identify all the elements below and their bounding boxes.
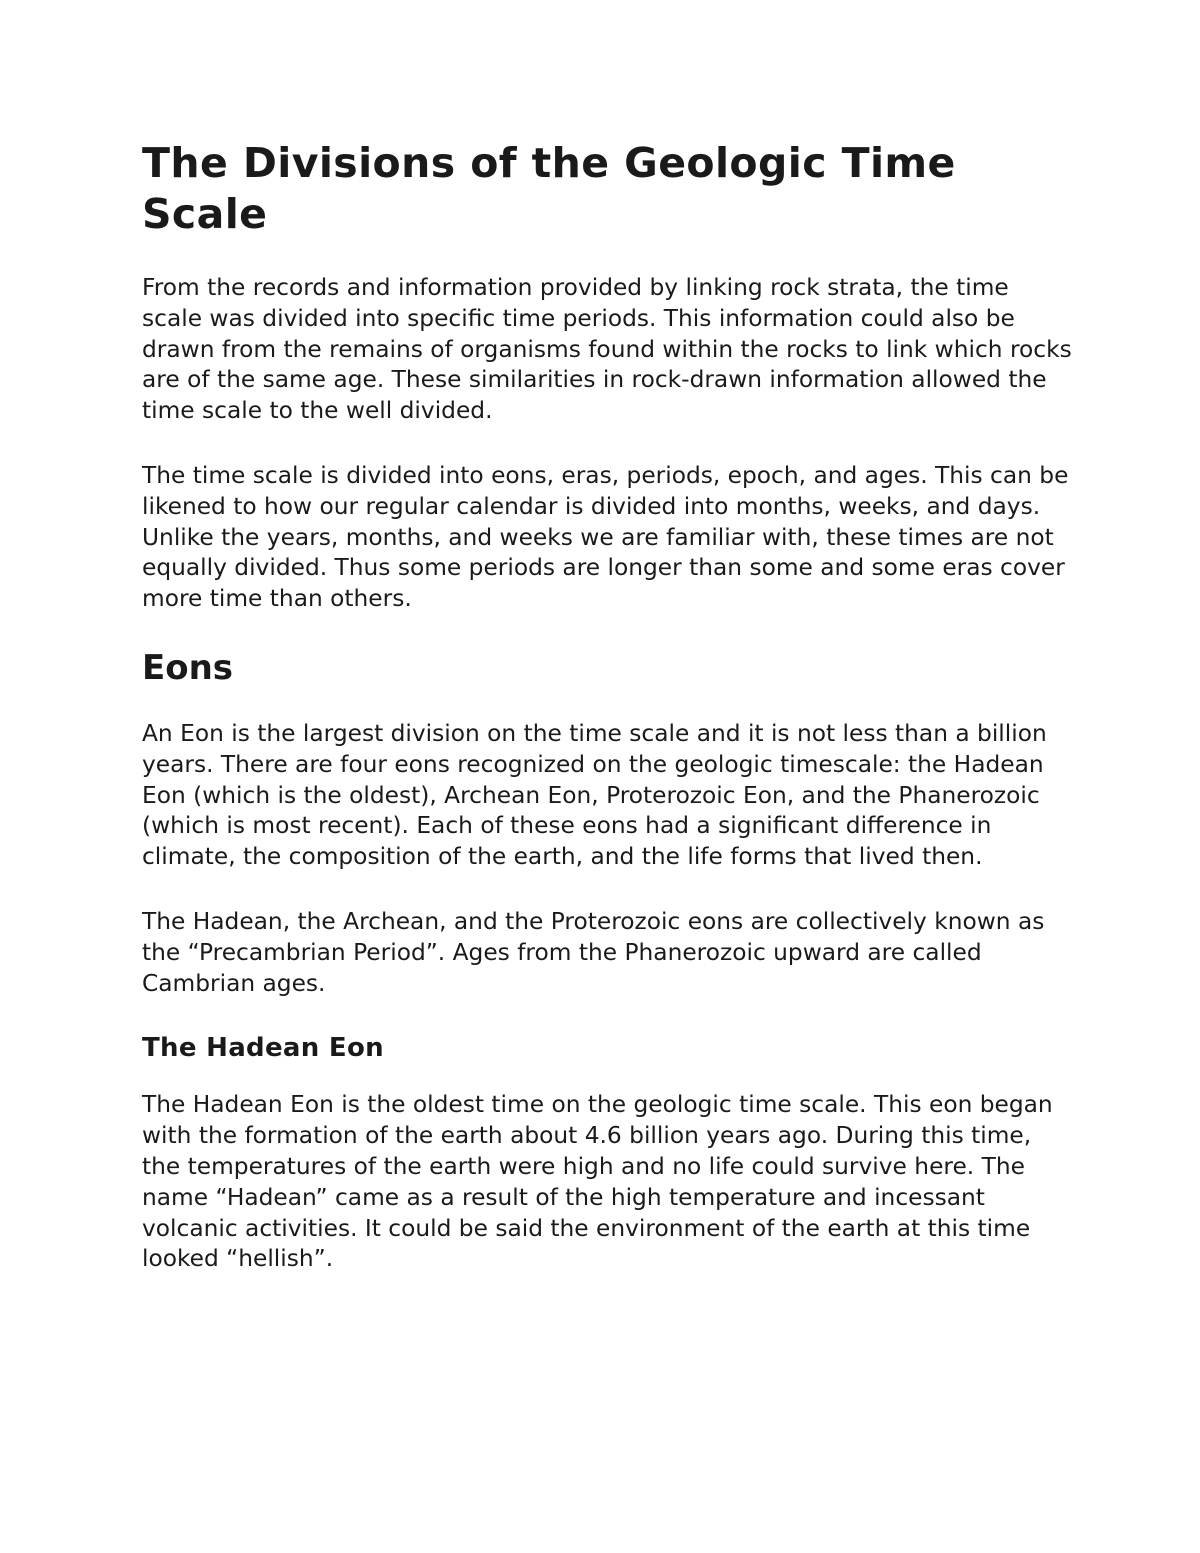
eons-paragraph-1: An Eon is the largest division on the time scale and it is not less than a billion years. There are four eons recognized on the geologic timescale: the Hadean Eon (which is the oldest), Archean Eon, Proterozoic Eon, and the Phanerozoic (which is most recent). Each of these eons had a significant difference in climate, the composition of the earth, and the life forms that lived then. [142, 719, 1047, 871]
document-title: The Divisions of the Geologic Time Scale [142, 139, 956, 238]
document-page [142, 138, 1072, 1309]
eons-paragraph-2: The Hadean, the Archean, and the Proterozoic eons are collectively known as the “Precambrian Period”. Ages from the Phanerozoic upward are called Cambrian ages. [142, 907, 1045, 997]
hadean-paragraph-1: The Hadean Eon is the oldest time on the geologic time scale. This eon began with the formation of the earth about 4.6 billion years ago. During this time, the temperatures of the earth were high and no life could survive here. The name “Hadean” came as a result of the high temperature and incessant volcanic activities. It could be said the environment of the earth at this time looked “hellish”. [142, 1091, 1053, 1273]
eons-heading: Eons [142, 647, 234, 688]
intro-paragraph-1: From the records and information provided by linking rock strata, the time scale was divided into specific time periods. This information could also be drawn from the remains of organisms found within the rocks to link which rocks are of the same age. These similarities in rock-drawn information allowed the time scale to the well divided. [142, 274, 1072, 425]
hadean-heading: The Hadean Eon [142, 1033, 384, 1064]
intro-paragraph-2: The time scale is divided into eons, eras, periods, epoch, and ages. This can be likened to how our regular calendar is divided into months, weeks, and days. Unlike the years, months, and weeks we are familiar with, these times are not equally divided. Thus some periods are longer than some and some eras cover more time than others. [142, 461, 1069, 613]
